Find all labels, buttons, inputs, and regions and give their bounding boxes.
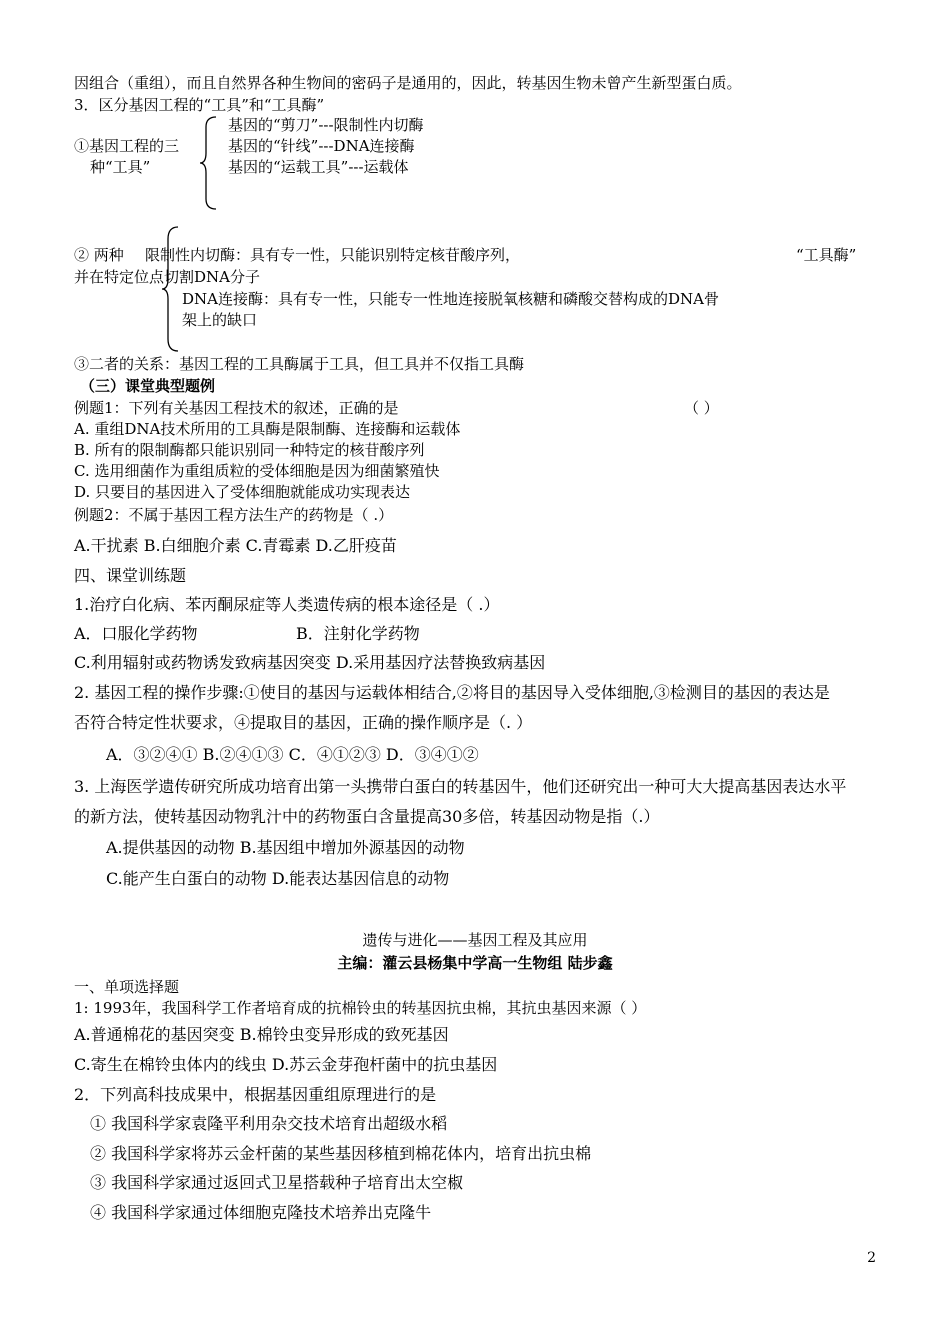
restriction-enzyme-text: 限制性内切酶：具有专一性，只能识别特定核苷酸序列，: [145, 246, 521, 264]
training-q3-line1: 3. 上海医学遗传研究所成功培育出第一头携带白蛋白的转基因牛，他们还研究出一种可大大提高基因表达水平: [74, 777, 847, 796]
training-heading: 四、课堂训练题: [74, 566, 187, 585]
tools-label-line1: ①基因工程的三: [74, 137, 180, 155]
training-q3-options-ab: A.提供基因的动物 B.基因组中增加外源基因的动物: [106, 838, 465, 857]
section2-q2-item1: ① 我国科学家袁隆平利用杂交技术培育出超级水稻: [90, 1114, 448, 1133]
example1-option-d: D. 只要目的基因进入了受体细胞就能成功实现表达: [74, 483, 411, 501]
section2-q2-item3: ③ 我国科学家通过返回式卫星搭载种子培育出太空椒: [90, 1173, 464, 1192]
section-heading-tools: 3．区分基因工程的“工具”和“工具酶”: [74, 96, 325, 114]
section2-heading: 一、单项选择题: [74, 978, 180, 996]
tool-scissors: 基因的“剪刀”---限制性内切酶: [228, 116, 424, 134]
training-q1: 1.治疗白化病、苯丙酮尿症等人类遗传病的根本途径是（ .）: [74, 595, 500, 614]
example1-option-c: C. 选用细菌作为重组质粒的受体细胞是因为细菌繁殖快: [74, 462, 440, 480]
training-q1-option-a: A．口服化学药物: [74, 624, 198, 643]
section2-q1-options-cd: C.寄生在棉铃虫体内的线虫 D.苏云金芽孢杆菌中的抗虫基因: [74, 1055, 498, 1074]
example1-option-a: A. 重组DNA技术所用的工具酶是限制酶、连接酶和运载体: [74, 420, 461, 438]
training-q3-line2: 的新方法，使转基因动物乳汁中的药物蛋白含量提高30多倍，转基因动物是指（.）: [74, 807, 660, 826]
training-q1-option-b: B．注射化学药物: [296, 624, 420, 643]
section2-q2-item4: ④ 我国科学家通过体细胞克隆技术培养出克隆牛: [90, 1203, 432, 1222]
example1-answer-paren: （ ）: [684, 399, 719, 417]
relation-text: ③二者的关系：基因工程的工具酶属于工具，但工具并不仅指工具酶: [74, 355, 525, 373]
tool-needle: 基因的“针线”---DNA连接酶: [228, 137, 415, 155]
section2-q1: 1: 1993年，我国科学工作者培育成的抗棉铃虫的转基因抗虫棉，其抗虫基因来源（ ）: [74, 999, 647, 1017]
ligase-text: DNA连接酶：具有专一性，只能专一性地连接脱氧核糖和磷酸交替构成的DNA骨: [182, 290, 719, 308]
section2-q1-options-ab: A.普通棉花的基因突变 B.棉铃虫变异形成的致死基因: [74, 1025, 449, 1044]
training-q3-options-cd: C.能产生白蛋白的动物 D.能表达基因信息的动物: [106, 869, 450, 888]
enzymes-label: ② 两种: [74, 246, 124, 264]
tool-enzyme-label: “工具酶”: [796, 246, 857, 264]
training-q1-options-cd: C.利用辐射或药物诱发致病基因突变 D.采用基因疗法替换致病基因: [74, 653, 546, 672]
continuation-text: 因组合（重组），而且自然界各种生物间的密码子是通用的，因此，转基因生物未曾产生新型蛋白质。: [74, 74, 742, 92]
examples-heading: （三）课堂典型题例: [80, 377, 216, 395]
example1-option-b: B. 所有的限制酶都只能识别同一种特定的核苷酸序列: [74, 441, 425, 459]
example2-question: 例题2：不属于基因工程方法生产的药物是（ .）: [74, 506, 394, 524]
example2-options: A.干扰素 B.白细胞介素 C.青霉素 D.乙肝疫苗: [74, 536, 397, 555]
tools-label-line2: 种“工具”: [90, 158, 151, 176]
restriction-enzyme-text-cont: 并在特定位点切割DNA分子: [74, 268, 260, 286]
section2-q2: 2．下列高科技成果中，根据基因重组原理进行的是: [74, 1085, 437, 1104]
section2-title: 遗传与进化——基因工程及其应用: [362, 931, 588, 949]
page-number: 2: [867, 1250, 876, 1266]
left-brace-tools: [198, 115, 220, 211]
ligase-text-cont: 架上的缺口: [182, 311, 258, 329]
section2-q2-item2: ② 我国科学家将苏云金杆菌的某些基因移植到棉花体内，培育出抗虫棉: [90, 1144, 592, 1163]
example1-question: 例题1：下列有关基因工程技术的叙述，正确的是: [74, 399, 399, 417]
training-q2-options: A．③②④① B.②④①③ C．④①②③ D．③④①②: [106, 745, 479, 764]
tool-vector: 基因的“运载工具”---运载体: [228, 158, 409, 176]
section2-author: 主编：灌云县杨集中学高一生物组 陆步鑫: [337, 954, 613, 972]
training-q2-line2: 否符合特定性状要求，④提取目的基因，正确的操作顺序是（. ）: [74, 713, 533, 732]
training-q2-line1: 2. 基因工程的操作步骤:①使目的基因与运载体相结合,②将目的基因导入受体细胞,③检测目的基因的表达是: [74, 683, 830, 702]
